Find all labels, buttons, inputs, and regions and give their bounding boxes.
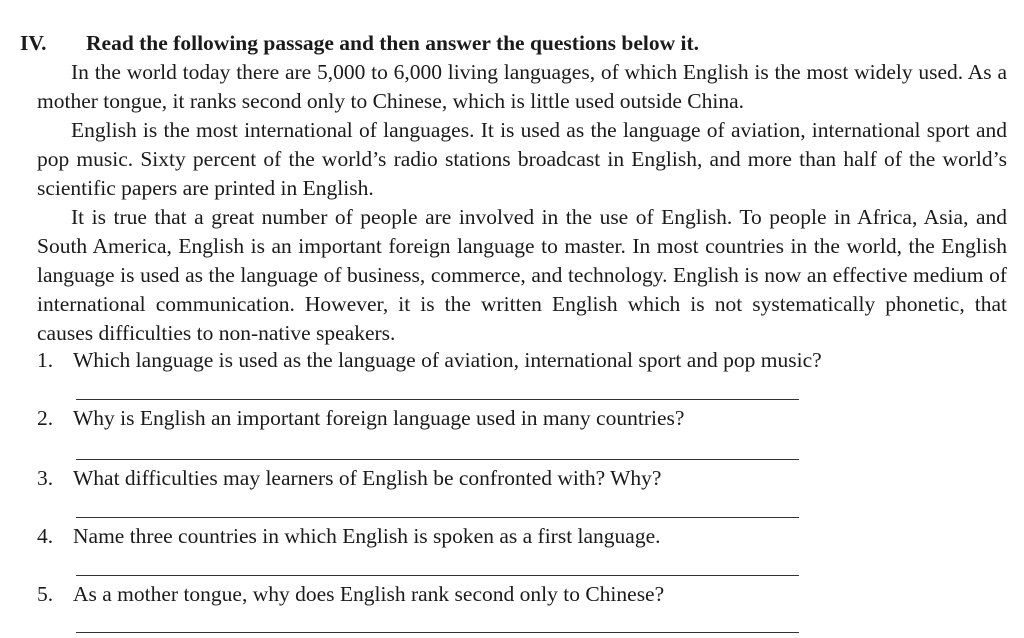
section-instruction: Read the following passage and then answer the questions below it. — [86, 31, 700, 55]
question-text: Name three countries in which English is spoken as a first language. — [73, 524, 661, 548]
question-number: 4. — [37, 524, 54, 548]
question-number: 2. — [37, 406, 54, 430]
question-1 — [37, 348, 1007, 373]
question-text: As a mother tongue, why does English rank second only to Chinese? — [73, 582, 665, 606]
answer-line-1[interactable] — [76, 399, 799, 400]
answer-line-2[interactable] — [76, 459, 799, 460]
question-4 — [37, 524, 1007, 549]
answer-line-5[interactable] — [76, 632, 799, 633]
section-number: IV. — [20, 31, 47, 55]
question-number: 1. — [37, 348, 54, 372]
question-text: What difficulties may learners of English be confronted with? Why? — [73, 466, 662, 490]
answer-line-4[interactable] — [76, 575, 799, 576]
question-2 — [37, 406, 1007, 431]
question-text: Which language is used as the language of aviation, international sport and pop music? — [73, 348, 822, 372]
question-number: 5. — [37, 582, 54, 606]
question-number: 3. — [37, 466, 54, 490]
passage-paragraph-1: In the world today there are 5,000 to 6,000 living languages, of which English is the most widely used. As a mother tongue, it ranks second only to Chinese, which is little used outside China. — [37, 60, 1007, 113]
question-3 — [37, 466, 1007, 491]
passage-paragraph-2: English is the most international of languages. It is used as the language of aviation, international sport and pop music. Sixty percent of the world’s radio stations broadcast in English, and more than half of the world’s scientific papers are printed in English. — [37, 118, 1007, 200]
passage-paragraph-3: It is true that a great number of people are involved in the use of English. To people in Africa, Asia, and South America, English is an important foreign language to master. In most countries in the world, the English language is used as the language of business, commerce, and technology. English is now an effective medium of international communication. However, it is the written English which is not systematically phonetic, that causes difficulties to non-native speakers. — [37, 205, 1007, 345]
question-5 — [37, 582, 1007, 607]
answer-line-3[interactable] — [76, 517, 799, 518]
question-text: Why is English an important foreign language used in many countries? — [73, 406, 685, 430]
